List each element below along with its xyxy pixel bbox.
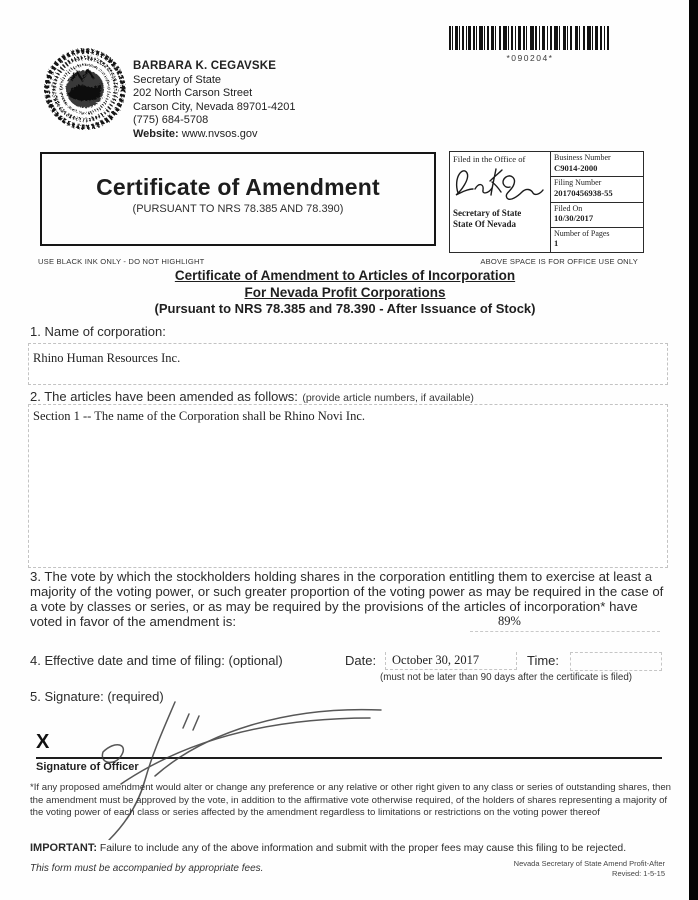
sos-address1: 202 North Carson Street (133, 87, 253, 99)
filed-on-row: Filed On 10/30/2017 (551, 203, 643, 228)
signature-caption: Signature of Officer (36, 761, 139, 773)
barcode-text: *090204* (506, 53, 554, 63)
certificate-title: Certificate of Amendment (96, 174, 380, 200)
form-id: Nevada Secretary of State Amend Profit-After (513, 859, 665, 868)
section4-label: 4. Effective date and time of filing: (optional) (30, 653, 283, 668)
form-title-block (0, 268, 690, 317)
sos-title: Secretary of State (133, 73, 222, 86)
important-label: IMPORTANT: (30, 842, 98, 854)
important-text: Failure to include any of the above information and submit with the proper fees may cause this filing to be rejected. (99, 843, 627, 854)
corporation-name-field (28, 343, 668, 385)
section3-label: 3. The vote by which the stockholders holding shares in the corporation entitling them to exercise at least a majority of the voting power, or such greater proportion of the voting power as may be required in the case of a vote by classes or series, or as may be required by the provisions of the articles of incorporation* have voted in favor of the amendment is: (30, 569, 664, 629)
secretary-signature-icon (450, 161, 544, 207)
filing-stamp-table (449, 151, 644, 253)
section1-label: 1. Name of corporation: (30, 324, 166, 339)
time-label: Time: (527, 653, 560, 668)
signature-line (36, 757, 662, 759)
vote-percentage-value: 89% (498, 614, 521, 628)
section2-hint: (provide article numbers, if available) (302, 392, 474, 404)
date-label: Date: (345, 653, 377, 668)
filing-number-row: Filing Number 20170456938-55 (551, 177, 643, 202)
secretary-of-state-label: Secretary of State State Of Nevada (453, 208, 522, 229)
nevada-state-seal-icon (44, 46, 126, 132)
fees-note: This form must be accompanied by appropriate fees. (30, 863, 264, 874)
filing-stamp-left-cell (450, 152, 551, 252)
form-title-line3: (Pursuant to NRS 78.385 and 78.390 - After Issuance of Stock) (154, 301, 536, 316)
section2-label: 2. The articles have been amended as follows: (30, 389, 298, 404)
sos-name: BARBARA K. CEGAVSKE (133, 60, 277, 72)
certificate-title-box (40, 152, 436, 246)
form-id-block (430, 859, 665, 878)
filing-stamp-fields (551, 152, 643, 252)
section4-note: (must not be later than 90 days after the certificate is filed) (379, 672, 633, 683)
filed-in-office-label: Filed in the Office of (453, 154, 526, 164)
instructions-row (38, 257, 638, 266)
amendment-text-field (28, 404, 668, 568)
website-url: www.nvsos.gov (181, 127, 258, 140)
use-black-ink-note: USE BLACK INK ONLY - DO NOT HIGHLIGHT (38, 257, 205, 266)
footnote-text: *If any proposed amendment would alter or change any preference or any relative or other right given to any class or series of outstanding shares, then the amendment must be approved by the vote, in addition to the affirmative vote otherwise required, of the holders of shares representing a majority of the voting power of each class or series affected by the amendment regardless to limitations or restrictions on the voting power thereof (30, 782, 672, 819)
time-field (570, 652, 662, 671)
corporation-name-value: Rhino Human Resources Inc. (33, 351, 181, 365)
important-note (30, 842, 680, 854)
business-number-row: Business Number C9014-2000 (551, 152, 643, 177)
scan-edge-artifact (689, 0, 698, 900)
sos-phone: (775) 684-5708 (133, 114, 209, 126)
website-label: Website: (133, 127, 179, 140)
sos-website (133, 128, 295, 142)
form-revised: Revised: 1-5-15 (612, 868, 665, 878)
form-title-line1: Certificate of Amendment to Articles of Incorporation (174, 268, 516, 283)
barcode-icon (449, 26, 611, 51)
signature-x-mark: X (36, 731, 50, 753)
form-title-line2: For Nevada Profit Corporations (244, 284, 446, 300)
section5-label: 5. Signature: (required) (30, 689, 164, 704)
certificate-subtitle: (PURSUANT TO NRS 78.385 AND 78.390) (132, 203, 344, 215)
vote-percentage-underline (470, 630, 660, 632)
date-field (385, 652, 517, 670)
amendment-text-value: Section 1 -- The name of the Corporation shall be Rhino Novi Inc. (33, 409, 365, 423)
number-of-pages-row: Number of Pages 1 (554, 228, 610, 249)
date-value: October 30, 2017 (392, 653, 480, 667)
sos-address2: Carson City, Nevada 89701-4201 (133, 100, 296, 113)
sos-header-block (133, 60, 295, 141)
office-use-note: ABOVE SPACE IS FOR OFFICE USE ONLY (480, 257, 638, 266)
